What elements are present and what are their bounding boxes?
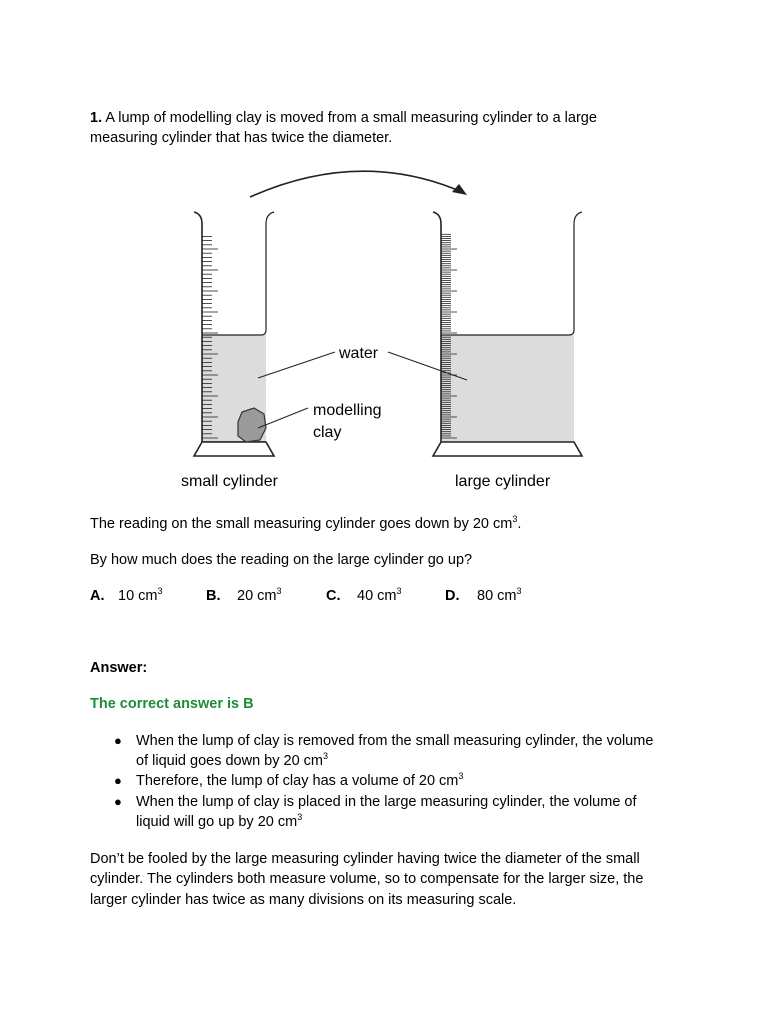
question-text-2: measuring cylinder that has twice the diameter. [90, 130, 393, 146]
large-cylinder [433, 212, 582, 456]
option-letter: A. [90, 588, 105, 604]
bullet-2-line-1 [136, 771, 463, 791]
option-letter: D. [445, 588, 460, 604]
cylinders-diagram [0, 160, 768, 500]
large-cylinder-label: large cylinder [455, 473, 551, 490]
bullet-marker: ● [114, 733, 122, 748]
bullet-3-sup: 3 [297, 812, 303, 822]
option-d[interactable] [445, 586, 522, 606]
statement-text: The reading on the small measuring cylinder goes down by 20 cm [90, 516, 513, 532]
answer-heading: Answer: [90, 660, 148, 676]
small-cylinder [194, 212, 274, 456]
curved-arrow-icon [250, 171, 467, 197]
large-cylinder-water [441, 335, 574, 442]
option-sup: 3 [396, 586, 402, 596]
option-letter: C. [326, 588, 341, 604]
bullet-marker: ● [114, 773, 122, 788]
bullet-marker: ● [114, 794, 122, 809]
question-text-1: A lump of modelling clay is moved from a small measuring cylinder to a large [105, 110, 597, 126]
option-value: 10 cm [118, 588, 158, 604]
small-cylinder-label: small cylinder [181, 473, 278, 490]
option-sup: 3 [516, 586, 522, 596]
option-value: 40 cm [357, 588, 397, 604]
bullet-3-line-1: When the lump of clay is placed in the large measuring cylinder, the volume of [136, 794, 637, 810]
question-line-1 [90, 108, 597, 128]
modelling-clay-lump [238, 408, 266, 442]
option-a[interactable] [90, 586, 163, 606]
explanation-line-1: Don’t be fooled by the large measuring cylinder having twice the diameter of the small [90, 851, 640, 867]
clay-label-line-1: modelling [313, 402, 382, 419]
correct-answer: The correct answer is B [90, 696, 254, 712]
statement [90, 514, 521, 534]
option-value: 20 cm [237, 588, 277, 604]
explanation-line-3: larger cylinder has twice as many divisions on its measuring scale. [90, 892, 517, 908]
bullet-1-line-1: When the lump of clay is removed from the small measuring cylinder, the volume [136, 733, 654, 749]
water-leader-line-small [258, 352, 335, 378]
prompt: By how much does the reading on the large cylinder go up? [90, 552, 473, 568]
water-label: water [339, 345, 379, 362]
option-b[interactable] [206, 586, 282, 606]
bullet-1-text: of liquid goes down by 20 cm [136, 753, 323, 769]
statement-end: . [517, 516, 522, 532]
option-letter: B. [206, 588, 221, 604]
option-sup: 3 [157, 586, 163, 596]
bullet-1-line-2 [136, 751, 328, 771]
bullet-3-text: liquid will go up by 20 cm [136, 814, 298, 830]
question-number: 1. [90, 110, 103, 126]
bullet-2-text: Therefore, the lump of clay has a volume of 20 cm [136, 773, 459, 789]
explanation-line-2: cylinder. The cylinders both measure volume, so to compensate for the larger size, the [90, 871, 644, 887]
bullet-2-sup: 3 [458, 771, 464, 781]
bullet-3-line-2 [136, 812, 302, 832]
option-c[interactable] [326, 586, 402, 606]
option-sup: 3 [276, 586, 282, 596]
option-value: 80 cm [477, 588, 517, 604]
bullet-1-sup: 3 [323, 751, 329, 761]
clay-label-line-2: clay [313, 424, 342, 441]
statement-sup: 3 [512, 514, 518, 524]
